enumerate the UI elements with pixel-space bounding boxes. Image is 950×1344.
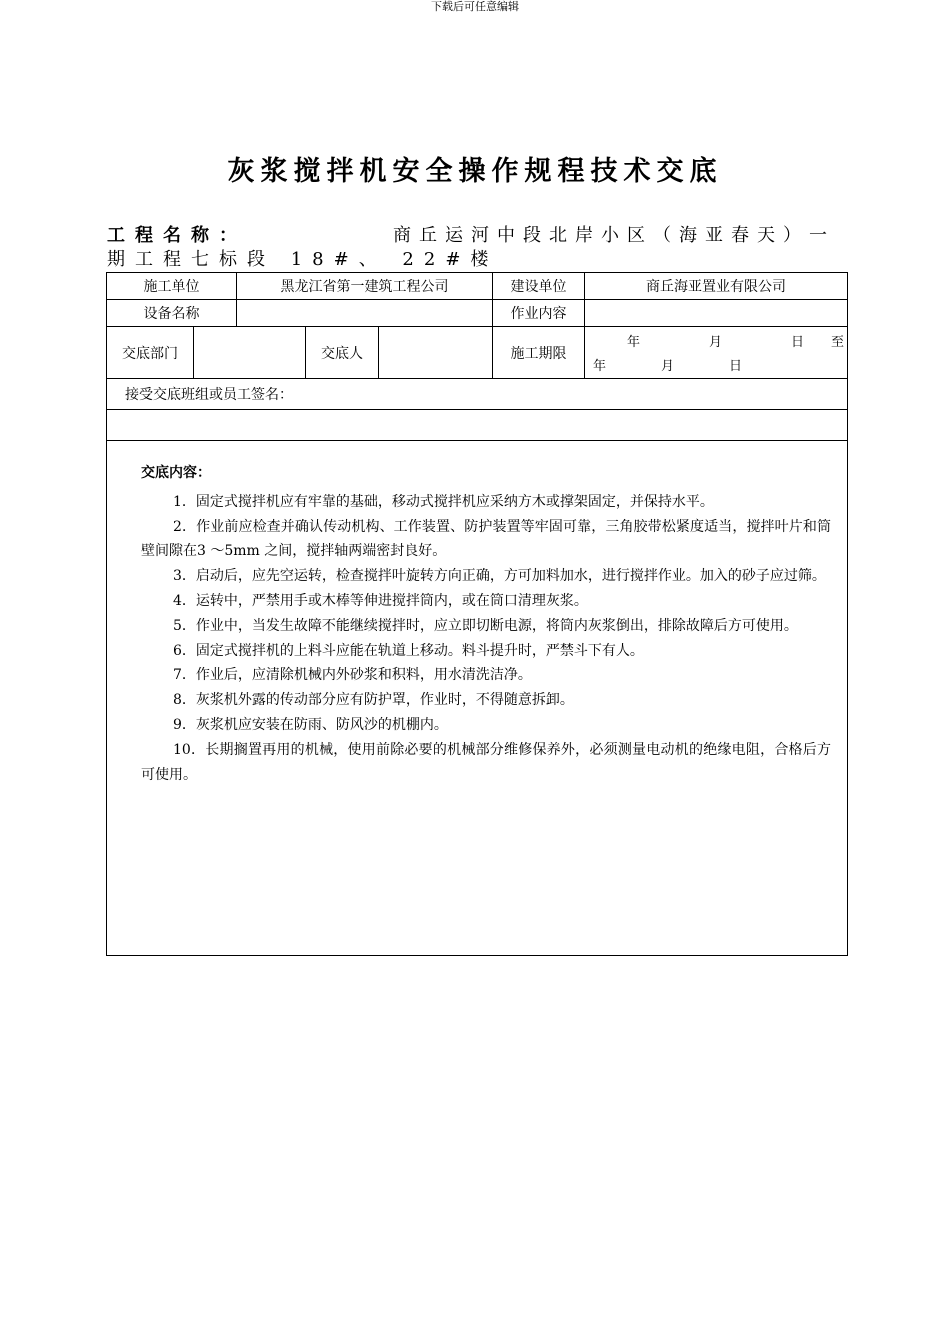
project-name-label: 工程名称： — [107, 225, 247, 246]
content-item: 7．作业后，应清除机械内外砂浆和积料，用水清洗洁净。 — [173, 667, 532, 684]
document-title: 灰浆搅拌机安全操作规程技术交底 — [227, 156, 723, 187]
project-name-block — [107, 224, 835, 272]
owner-unit-label: 建设单位 — [493, 273, 585, 299]
period-month-1: 月 — [709, 335, 723, 350]
person-value — [379, 327, 493, 378]
page-header-note: 下载后可任意编辑 — [431, 0, 519, 13]
period-label: 施工期限 — [493, 327, 585, 378]
content-item: 4．运转中，严禁用手或木棒等伸进搅拌筒内，或在筒口清理灰浆。 — [173, 592, 588, 609]
content-item: 9．灰浆机应安装在防雨、防风沙的机棚内。 — [173, 716, 448, 733]
period-year-2: 年 — [593, 359, 607, 374]
form-row-signature-value — [107, 410, 847, 441]
content-item: 3．启动后，应先空运转，检查搅拌叶旋转方向正确，方可加料加水，进行搅拌作业。加入的砂子应过筛。 — [173, 568, 826, 585]
form-row-signature-label — [107, 379, 847, 410]
work-content-value — [585, 300, 847, 326]
content-item: 10．长期搁置再用的机械，使用前除必要的机械部分维修保养外，必须测量电动机的绝缘电阻，合格后方可使用。 — [141, 741, 831, 783]
signature-value — [107, 410, 847, 440]
project-name-value-line-2: 期工程七标段 18#、 22#楼 — [107, 249, 499, 270]
construction-unit-label: 施工单位 — [107, 273, 237, 299]
content-item: 6．固定式搅拌机的上料斗应能在轨道上移动。料斗提升时，严禁斗下有人。 — [173, 642, 644, 659]
department-label: 交底部门 — [107, 327, 194, 378]
period-value — [585, 327, 847, 378]
project-name-line-1 — [107, 224, 835, 248]
signature-label: 接受交底班组或员工签名： — [125, 387, 293, 403]
owner-unit-value: 商丘海亚置业有限公司 — [646, 279, 786, 295]
period-month-2: 月 — [661, 359, 675, 374]
person-label: 交底人 — [306, 327, 379, 378]
period-day-2: 日 — [729, 359, 743, 374]
project-name-value-line-1: 商丘运河中段北岸小区（海亚春天）一 — [393, 225, 835, 246]
form-row-units — [107, 273, 847, 300]
form-row-equipment — [107, 300, 847, 327]
period-year-1: 年 — [627, 335, 641, 350]
period-to: 至 — [831, 335, 845, 350]
content-item: 2．作业前应检查并确认传动机构、工作装置、防护装置等牢固可靠，三角胶带松紧度适当，搅拌叶片和筒壁间隙在3 ～5mm 之间，搅拌轴两端密封良好。 — [141, 518, 831, 560]
construction-unit-value: 黑龙江省第一建筑工程公司 — [237, 273, 493, 299]
equipment-label: 设备名称 — [107, 300, 237, 326]
period-day-1: 日 — [791, 335, 805, 350]
content-heading: 交底内容： — [141, 465, 211, 481]
form-row-department — [107, 327, 847, 379]
content-item: 8．灰浆机外露的传动部分应有防护罩，作业时，不得随意拆卸。 — [173, 692, 574, 709]
handover-form-table — [106, 272, 848, 956]
content-item: 1．固定式搅拌机应有牢靠的基础，移动式搅拌机应采纳方木或撑架固定，并保持水平。 — [173, 493, 714, 510]
handover-content — [141, 461, 831, 787]
equipment-value — [237, 300, 493, 326]
content-item: 5．作业中，当发生故障不能继续搅拌时，应立即切断电源，将筒内灰浆倒出，排除故障后方可使用。 — [173, 617, 798, 634]
department-value — [194, 327, 306, 378]
work-content-label: 作业内容 — [493, 300, 585, 326]
